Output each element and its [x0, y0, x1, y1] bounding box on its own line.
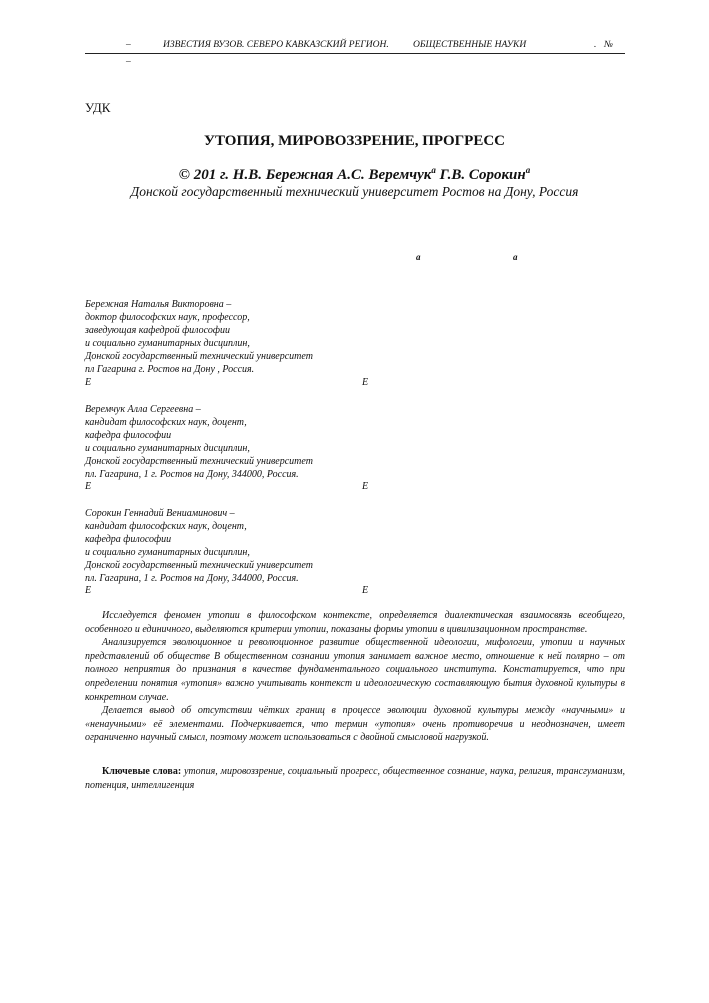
author-info-veremchuk — [85, 403, 313, 481]
header-dash: – — [126, 40, 131, 50]
author-info-line: кандидат философских наук, доцент, — [85, 417, 247, 428]
authors-middle: Г.В. Сорокин — [435, 167, 526, 183]
author-info-line: Бережная Наталья Викторовна – — [85, 299, 232, 310]
author-info-line: кафедра философии — [85, 430, 172, 441]
author-info-line: пл. Гагарина, 1 г. Ростов на Дону, 344000, Россия. — [85, 573, 299, 584]
authors-line — [0, 165, 709, 184]
issue-number-sign: № — [604, 40, 613, 50]
email-label-right: E — [362, 585, 369, 596]
email-label-right: E — [362, 377, 369, 388]
udk-label: УДК — [85, 100, 111, 115]
email-label: E — [85, 481, 92, 492]
author-info-line: доктор философских наук, профессор, — [85, 312, 250, 323]
author-info-line: и социально гуманитарных дисциплин, — [85, 547, 250, 558]
keywords-label: Ключевые слова: — [102, 766, 182, 777]
keywords — [85, 765, 625, 793]
author-info-line: и социально гуманитарных дисциплин, — [85, 443, 250, 454]
author-info-line: Донской государственный технический университет — [85, 560, 313, 571]
email-label: E — [85, 585, 92, 596]
affiliation-marker-1: а — [416, 252, 421, 262]
affiliation: Донской государственный технический университет Ростов на Дону, Россия — [130, 184, 579, 199]
author-superscript-2: а — [525, 165, 531, 175]
author-info-line: кафедра философии — [85, 534, 172, 545]
affiliation-marker-2: а — [513, 252, 518, 262]
author-info-line: Сорокин Геннадий Вениаминович – — [85, 508, 235, 519]
author-info-line: пл. Гагарина, 1 г. Ростов на Дону, 344000, Россия. — [85, 469, 299, 480]
header-dot: . — [594, 40, 597, 50]
authors-prefix: © 201 г. Н.В. Бережная А.С. Веремчук — [178, 167, 432, 183]
article-title: УТОПИЯ, МИРОВОЗЗРЕНИЕ, ПРОГРЕСС — [203, 133, 506, 149]
author-info-berezhnaya — [85, 298, 313, 376]
author-info-line: заведующая кафедрой философии — [85, 325, 230, 336]
journal-section: ОБЩЕСТВЕННЫЕ НАУКИ — [413, 40, 527, 50]
author-info-line: Донской государственный технический университет — [85, 351, 313, 362]
header-dash-second: – — [126, 57, 131, 67]
abstract-paragraph: Исследуется феномен утопии в философском контексте, определяется диалектическая взаимосвязь всеобщего, особенного и единичного, выделяются критерии утопии, показаны формы утопии в цивилизационном пространстве. — [85, 610, 625, 635]
keywords-text: утопия, мировоззрение, социальный прогресс, общественное сознание, наука, религия, трансгуманизм, потенция, интеллигенция — [85, 766, 625, 791]
author-info-line: кандидат философских наук, доцент, — [85, 521, 247, 532]
author-superscript-1: а — [431, 165, 436, 175]
author-info-sorokin — [85, 507, 313, 585]
header-rule — [85, 53, 625, 54]
email-label: E — [85, 377, 92, 388]
author-info-line: Донской государственный технический университет — [85, 456, 313, 467]
abstract — [85, 609, 625, 745]
abstract-paragraph: Анализируется эволюционное и революционное развитие общественной идеологии, мифологии, утопии и научных представлений об обществе В общественном сознании утопия занимает важное место, отношение к ней полярно – от полного неприятия до признания в качестве фундаментального социального института. Констатируется, что при определении понятия «утопия» важно учитывать контекст и идеологическую составляющую бытия духовной культуры в конкретном случае. — [85, 637, 625, 703]
email-label-right: E — [362, 481, 369, 492]
author-info-line: и социально гуманитарных дисциплин, — [85, 338, 250, 349]
author-info-line: Веремчук Алла Сергеевна – — [85, 404, 201, 415]
journal-name: ИЗВЕСТИЯ ВУЗОВ. СЕВЕРО КАВКАЗСКИЙ РЕГИОН. — [163, 40, 389, 50]
abstract-paragraph: Делается вывод об отсутствии чётких границ в процессе эволюции духовной культуры между «научными» и «ненаучными» её элементами. Подчеркивается, что термин «утопия» очень противоречив и неоднозначен, имеет ограниченно научный смысл, поэтому может использоваться с двойной смысловой нагрузкой. — [85, 705, 625, 744]
author-info-line: пл Гагарина г. Ростов на Дону , Россия. — [85, 364, 255, 375]
